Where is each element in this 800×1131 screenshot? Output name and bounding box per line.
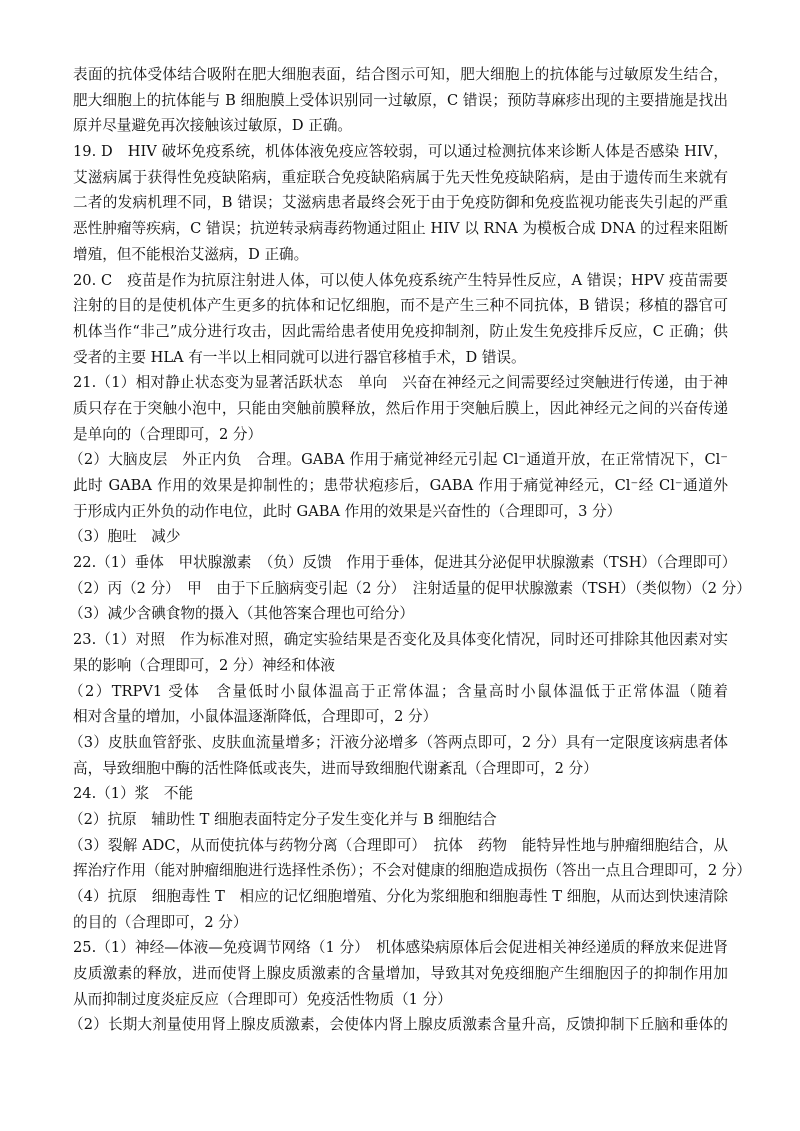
text-line: （2）大脑皮层 外正内负 合理。GABA 作用于痛觉神经元引起 Cl⁻通道开放，在正常情况下，Cl⁻ — [69, 451, 728, 469]
text-line: 果的影响（合理即可，2 分）神经和体液 — [73, 656, 336, 674]
text-line: 肥大细胞上的抗体能与 B 细胞膜上受体识别同一过敏原，C 错误；预防荨麻疹出现的主要措施是找出 — [73, 91, 728, 109]
text-line: （3）胞吐 减少 — [69, 528, 181, 546]
text-line: 二者的发病机理不同，B 错误；艾滋病患者最终会死于由于免疫防御和免疫监视功能丧失引起的严重 — [73, 194, 728, 212]
answer-key-document — [69, 62, 751, 1038]
text-line: （2）丙（2 分） 甲 由于下丘脑病变引起（2 分） 注射适量的促甲状腺激素（TSH）（类似物）（2 分） — [69, 579, 751, 597]
text-line: 艾滋病属于获得性免疫缺陷病，重症联合免疫缺陷病属于先天性免疫缺陷病，是由于遗传而生来就有 — [73, 168, 728, 186]
text-line: （3）减少含碘食物的摄入（其他答案合理也可给分） — [69, 605, 414, 623]
text-line: 于形成内正外负的动作电位，此时 GABA 作用的效果是兴奋性的（合理即可，3 分） — [73, 502, 622, 520]
text-line: 皮质激素的释放，进而使肾上腺皮质激素的含量增加，导致其对免疫细胞产生细胞因子的抑制作用加 — [73, 965, 728, 983]
text-line: 恶性肿瘤等疾病，C 错误；抗逆转录病毒药物通过阻止 HIV 以 RNA 为模板合成 DNA 的过程来阻断 — [73, 220, 728, 238]
text-line: 受者的主要 HLA 有一半以上相同就可以进行器官移植手术，D 错误。 — [73, 348, 526, 366]
text-line: 22.（1）垂体 甲状腺激素 （负）反馈 作用于垂体，促进其分泌促甲状腺激素（TSH）（合理即可） — [73, 554, 737, 572]
text-line: 20. C 疫苗是作为抗原注射进人体，可以使人体免疫系统产生特异性反应，A 错误；HPV 疫苗需要 — [73, 271, 728, 289]
text-line: 表面的抗体受体结合吸附在肥大细胞表面，结合图示可知，肥大细胞上的抗体能与过敏原发生结合， — [73, 66, 728, 83]
text-line: （3）裂解 ADC，从而使抗体与药物分离（合理即可） 抗体 药物 能特异性地与肿瘤细胞结合，从 — [69, 836, 728, 854]
text-line: 24.（1）浆 不能 — [73, 785, 194, 803]
text-line: 是单向的（合理即可，2 分） — [73, 425, 263, 443]
text-line: 原并尽量避免再次接触该过敏原，D 正确。 — [73, 117, 353, 135]
text-line: 25.（1）神经—体液—免疫调节网络（1 分） 机体感染病原体后会促进相关神经递质的释放来促进肾 — [73, 939, 728, 957]
text-line: 23.（1）对照 作为标准对照，确定实验结果是否变化及具体变化情况，同时还可排除其他因素对实 — [73, 631, 728, 649]
text-line: （2）TRPV1 受体 含量低时小鼠体温高于正常体温；含量高时小鼠体温低于正常体温（随着 — [69, 682, 728, 700]
text-line: 高，导致细胞中酶的活性降低或丧失，进而导致细胞代谢紊乱（合理即可，2 分） — [73, 759, 598, 777]
text-line: （3）皮肤血管舒张、皮肤血流量增多；汗液分泌增多（答两点即可，2 分）具有一定限度该病患者体 — [69, 733, 728, 751]
text-line: 19. D HIV 破坏免疫系统，机体体液免疫应答较弱，可以通过检测抗体来诊断人体是否感染 HIV， — [73, 143, 728, 161]
text-line: （4）抗原 细胞毒性 T 相应的记忆细胞增殖、分化为浆细胞和细胞毒性 T 细胞，从而达到快速清除 — [69, 888, 728, 905]
text-line: （2）抗原 辅助性 T 细胞表面特定分子发生变化并与 B 细胞结合 — [69, 810, 497, 828]
text-line: 此时 GABA 作用的效果是抑制性的；患带状疱疹后，GABA 作用于痛觉神经元，Cl⁻经 Cl⁻通道外 — [73, 477, 728, 494]
text-line: 挥治疗作用（能对肿瘤细胞进行选择性杀伤）；不会对健康的细胞造成损伤（答出一点且合理即可，2 分） — [73, 862, 751, 880]
text-line: 注射的目的是使机体产生更多的抗体和记忆细胞，而不是产生三种不同抗体，B 错误；移植的器官可 — [73, 297, 728, 315]
text-line: 增殖，但不能根治艾滋病，D 正确。 — [73, 245, 309, 263]
text-line: 质只存在于突触小泡中，只能由突触前膜释放，然后作用于突触后膜上，因此神经元之间的兴奋传递 — [73, 399, 728, 417]
text-line: 的目的（合理即可，2 分） — [73, 913, 248, 931]
text-line: 从而抑制过度炎症反应（合理即可）免疫活性物质（1 分） — [73, 990, 452, 1008]
text-line: 21.（1）相对静止状态变为显著活跃状态 单向 兴奋在神经元之间需要经过突触进行传递，由于神 — [73, 374, 728, 392]
text-line: 相对含量的增加，小鼠体温逐渐降低，合理即可，2 分） — [73, 708, 438, 726]
text-line: （2）长期大剂量使用肾上腺皮质激素，会使体内肾上腺皮质激素含量升高，反馈抑制下丘脑和垂体的 — [69, 1016, 728, 1034]
text-line: 机体当作“非己”成分进行攻击，因此需给患者使用免疫抑制剂，防止发生免疫排斥反应，C 正确；供 — [73, 322, 728, 340]
